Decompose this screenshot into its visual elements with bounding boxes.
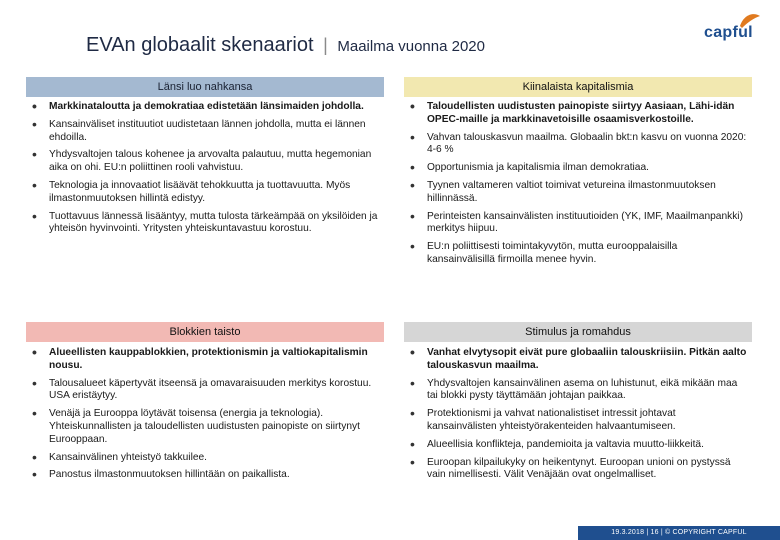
quadrant-list-3 [30, 347, 382, 487]
list-item: • Yhdysvaltojen kansainvälinen asema on luhistunut, eikä mikään maa tai blokki pysty täyttämään johtajan paikkaa. [408, 378, 748, 404]
footer-bar: 19.3.2018 | 16 | © COPYRIGHT CAPFUL [578, 526, 780, 540]
title-separator: | [323, 35, 328, 55]
list-item: • Venäjä ja Eurooppa löytävät toisensa (energia ja teknologia). Yhteiskunnallisten ja taloudellisten uudistusten painopiste on siirtynyt Eurooppaan. [30, 408, 382, 446]
quadrant-heading-1: Länsi luo nahkansa [26, 77, 384, 97]
list-item: • Alueellisten kauppablokkien, protektionismin ja valtiokapitalismin nousu. [30, 347, 382, 373]
title-subtitle: Maailma vuonna 2020 [337, 38, 485, 55]
quadrant-list-2 [408, 101, 748, 272]
list-item: • Kansainvälinen yhteistyö takkuilee. [30, 452, 382, 465]
list-item: • Talousalueet käpertyvät itseensä ja omavaraisuuden merkitys korostuu. USA eristäytyy. [30, 378, 382, 404]
quadrant-heading-2: Kiinalaista kapitalismia [404, 77, 752, 97]
list-item: • Panostus ilmastonmuutoksen hillintään on paikallista. [30, 469, 382, 482]
list-item: • Teknologia ja innovaatiot lisäävät tehokkuutta ja tuottavuutta. Myös ilmastonmuutoksen hillintä edistyy. [30, 180, 382, 206]
quadrant-list-1 [30, 101, 382, 241]
logo-text: capful [704, 24, 753, 41]
list-item: • Perinteisten kansainvälisten instituutioiden (YK, IMF, Maailmanpankki) merkitys hiipuu. [408, 211, 748, 237]
list-item: • Euroopan kilpailukyky on heikentynyt. Euroopan unioni on pystyssä vain nimellisesti. Välit Venäjään ovat ongelmalliset. [408, 457, 748, 483]
list-item: • EU:n poliittisesti toimintakyvytön, mutta eurooppalaisilla kansainvälisillä firmoilla menee hyvin. [408, 241, 748, 267]
quadrant-list-4 [408, 347, 748, 487]
list-item: • Tyynen valtameren valtiot toimivat vetureina ilmastonmuutoksen hillinnässä. [408, 180, 748, 206]
list-item: • Yhdysvaltojen talous kohenee ja arvovalta palautuu, mutta hegemonian aika on ohi. EU:n poliittinen rooli vahvistuu. [30, 149, 382, 175]
quadrant-heading-3: Blokkien taisto [26, 322, 384, 342]
list-item: • Protektionismi ja vahvat nationalistiset intressit johtavat kansainvälisten yhteistyörakenteiden halvaantumiseen. [408, 408, 748, 434]
list-item: • Taloudellisten uudistusten painopiste siirtyy Aasiaan, Lähi-idän OPEC-maille ja markkinavetoisille osaamisverkostoille. [408, 101, 748, 127]
list-item: • Vahvan talouskasvun maailma. Globaalin bkt:n kasvu on vuonna 2020: 4-6 % [408, 132, 748, 158]
list-item: • Vanhat elvytysopit eivät pure globaaliin talouskriisiin. Pitkän aalto talouskasvun maailma. [408, 347, 748, 373]
title-text: EVAn globaalit skenaariot [86, 34, 314, 56]
quadrant-heading-4: Stimulus ja romahdus [404, 322, 752, 342]
list-item: • Kansainväliset instituutiot uudistetaan lännen johdolla, mutta ei lännen ehdoilla. [30, 119, 382, 145]
list-item: • Tuottavuus lännessä lisääntyy, mutta tulosta tärkeämpää on yksilöiden ja yhteisön hyvinvointi. Yritysten yhteiskuntavastuu korostuu. [30, 211, 382, 237]
list-item: • Markkinataloutta ja demokratiaa edistetään länsimaiden johdolla. [30, 101, 382, 114]
page-title [86, 34, 485, 57]
list-item: • Alueellisia konflikteja, pandemioita ja valtavia muutto-liikkeitä. [408, 439, 748, 452]
list-item: • Opportunismia ja kapitalismia ilman demokratiaa. [408, 162, 748, 175]
